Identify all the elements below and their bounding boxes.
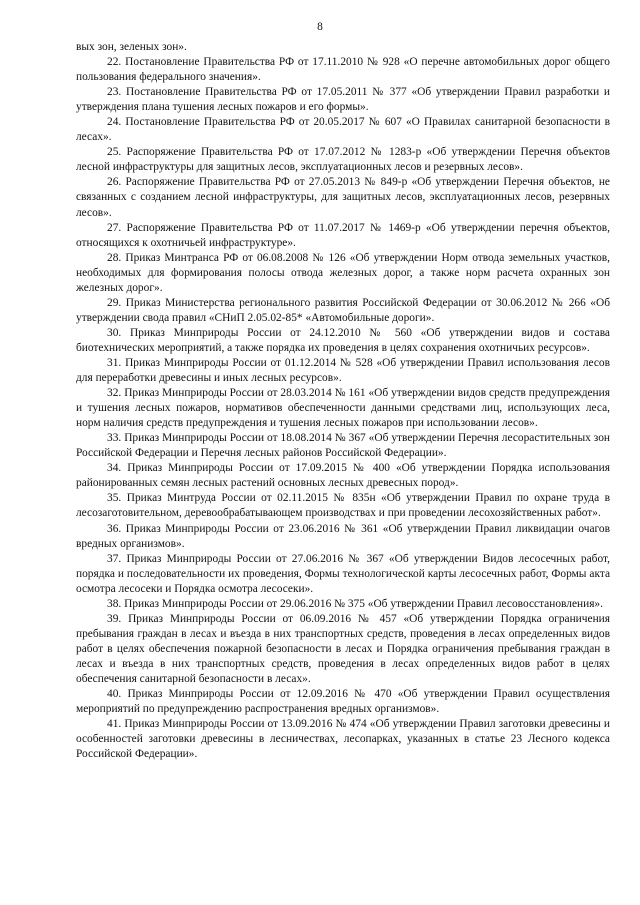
list-item xyxy=(76,522,610,552)
item-number: 41. xyxy=(107,718,122,731)
list-item xyxy=(76,431,610,461)
list-item xyxy=(76,491,610,521)
item-text: Приказ Минприроды России от 12.09.2016 № 470 «Об утверждении Правил осуществления мероприятий по предупреждению распространения вредных организмов». xyxy=(76,688,610,716)
list-item xyxy=(76,687,610,717)
list-item xyxy=(76,612,610,687)
item-text: Постановление Правительства РФ от 20.05.2017 № 607 «О Правилах санитарной безопасности в лесах». xyxy=(76,116,610,144)
list-item xyxy=(76,326,610,356)
list-item xyxy=(76,356,610,386)
item-text: Приказ Минтранса РФ от 06.08.2008 № 126 «Об утверждении Норм отвода земельных участков, необходимых для формирования полосы отвода железных дорог, а также норм расчета охранных зон железных дорог». xyxy=(76,251,610,294)
item-text: Приказ Минприроды России от 24.12.2010 № 560 «Об утверждении видов и состава биотехнических мероприятий, а также порядка их проведения в целях сохранения охотничьих ресурсов». xyxy=(76,326,610,354)
list-item xyxy=(76,597,610,612)
item-number: 24. xyxy=(107,116,122,129)
item-text: Приказ Минприроды России от 13.09.2016 № 474 «Об утверждении Правил заготовки древесины и особенностей заготовки древесины в лесничествах, лесопарках, указанных в статье 23 Лесного кодекса Российской Федерации». xyxy=(76,718,610,761)
item-number: 22. xyxy=(107,56,122,69)
item-number: 32. xyxy=(107,387,122,400)
list-item xyxy=(76,221,610,251)
item-text: Приказ Минтруда России от 02.11.2015 № 835н «Об утверждении Правил по охране труда в лесозаготовительном, деревообрабатывающем производствах и при проведении лесохозяйственных работ». xyxy=(76,492,610,520)
item-text: Приказ Минприроды России от 17.09.2015 № 400 «Об утверждении Порядка использования районированных семян лесных растений основных лесных древесных пород». xyxy=(76,462,610,490)
list-item xyxy=(76,175,610,220)
item-number: 38. xyxy=(107,597,122,610)
list-item xyxy=(76,251,610,296)
list-item xyxy=(76,145,610,175)
list-item xyxy=(76,296,610,326)
list-item xyxy=(76,461,610,491)
legal-acts-list xyxy=(76,55,610,762)
item-text: Постановление Правительства РФ от 17.11.2010 № 928 «О перечне автомобильных дорог общего пользования федерального значения». xyxy=(76,56,610,84)
list-item xyxy=(76,386,610,431)
item-number: 28. xyxy=(107,251,122,264)
item-number: 27. xyxy=(107,221,122,234)
item-number: 40. xyxy=(107,688,122,701)
item-text: Приказ Минприроды России от 01.12.2014 № 528 «Об утверждении Правил использования лесов для переработки древесины и иных лесных ресурсов». xyxy=(76,356,610,385)
item-text: Приказ Минприроды России от 23.06.2016 № 361 «Об утверждении Правил ликвидации очагов вредных организмов». xyxy=(76,522,610,550)
list-item xyxy=(76,85,610,115)
continuation-text: вых зон, зеленых зон». xyxy=(76,41,187,53)
item-text: Приказ Минприроды России от 06.09.2016 № 457 «Об утверждении Порядка ограничения пребывания граждан в лесах и въезда в них транспортных средств, проведения в лесах определенных видов работ в целях обеспечения пожарной безопасности в лесах и Порядка ограничения пребывания граждан в лесах и въезда в них транспортных средств, проведения в лесах определенных видов работ в целях обеспечения санитарной безопасности в лесах». xyxy=(76,612,610,685)
item-number: 23. xyxy=(107,86,122,99)
document-body xyxy=(76,40,610,762)
item-number: 33. xyxy=(107,432,122,445)
item-text: Распоряжение Правительства РФ от 11.07.2017 № 1469-р «Об утверждении перечня объектов, относящихся к охотничьей инфраструктуре». xyxy=(76,221,610,249)
item-number: 35. xyxy=(107,492,122,505)
item-text: Приказ Министерства регионального развития Российской Федерации от 30.06.2012 № 266 «Об утверждении свода правил «СНиП 2.05.02-85* «Автомобильные дороги». xyxy=(76,296,610,324)
item-number: 26. xyxy=(107,176,122,189)
item-text: Распоряжение Правительства РФ от 17.07.2012 № 1283-р «Об утверждении Перечня объектов лесной инфраструктуры для защитных лесов, эксплуатационных лесов и резервных лесов». xyxy=(76,146,610,174)
item-text: Распоряжение Правительства РФ от 27.05.2013 № 849-р «Об утверждении Перечня объектов, не связанных с созданием лесной инфраструктуры, для защитных лесов, эксплуатационных лесов, резервных лесов». xyxy=(76,176,610,219)
item-number: 31. xyxy=(107,356,122,369)
item-text: Приказ Минприроды России от 28.03.2014 № 161 «Об утверждении видов средств предупреждения и тушения лесных пожаров, нормативов обеспеченности данными средствами лиц, использующих леса, норм наличия средств предупреждения и тушения лесных пожаров при использовании лесов». xyxy=(76,387,610,430)
page-number: 8 xyxy=(317,21,323,33)
item-number: 34. xyxy=(107,462,122,475)
list-item xyxy=(76,717,610,762)
item-number: 25. xyxy=(107,146,122,159)
item-text: Приказ Минприроды России от 27.06.2016 № 367 «Об утверждении Видов лесосечных работ, порядка и последовательности их проведения, Формы технологической карты лесосечных работ, Формы акта осмотра лесосеки и Порядка осмотра лесосеки». xyxy=(76,552,610,595)
item-number: 36. xyxy=(107,522,122,535)
item-number: 37. xyxy=(107,552,122,565)
item-number: 30. xyxy=(107,326,122,339)
list-item xyxy=(76,55,610,85)
item-number: 39. xyxy=(107,612,122,625)
list-item xyxy=(76,552,610,597)
item-number: 29. xyxy=(107,296,122,309)
list-item xyxy=(76,115,610,145)
item-text: Приказ Минприроды России от 29.06.2016 № 375 «Об утверждении Правил лесовосстановления». xyxy=(124,597,603,610)
item-text: Приказ Минприроды России от 18.08.2014 № 367 «Об утверждении Перечня лесорастительных зон Российской Федерации и Перечня лесных районов Российской Федерации». xyxy=(76,432,610,460)
item-text: Постановление Правительства РФ от 17.05.2011 № 377 «Об утверждении Правил разработки и утверждения плана тушения лесных пожаров и его формы». xyxy=(76,86,610,114)
